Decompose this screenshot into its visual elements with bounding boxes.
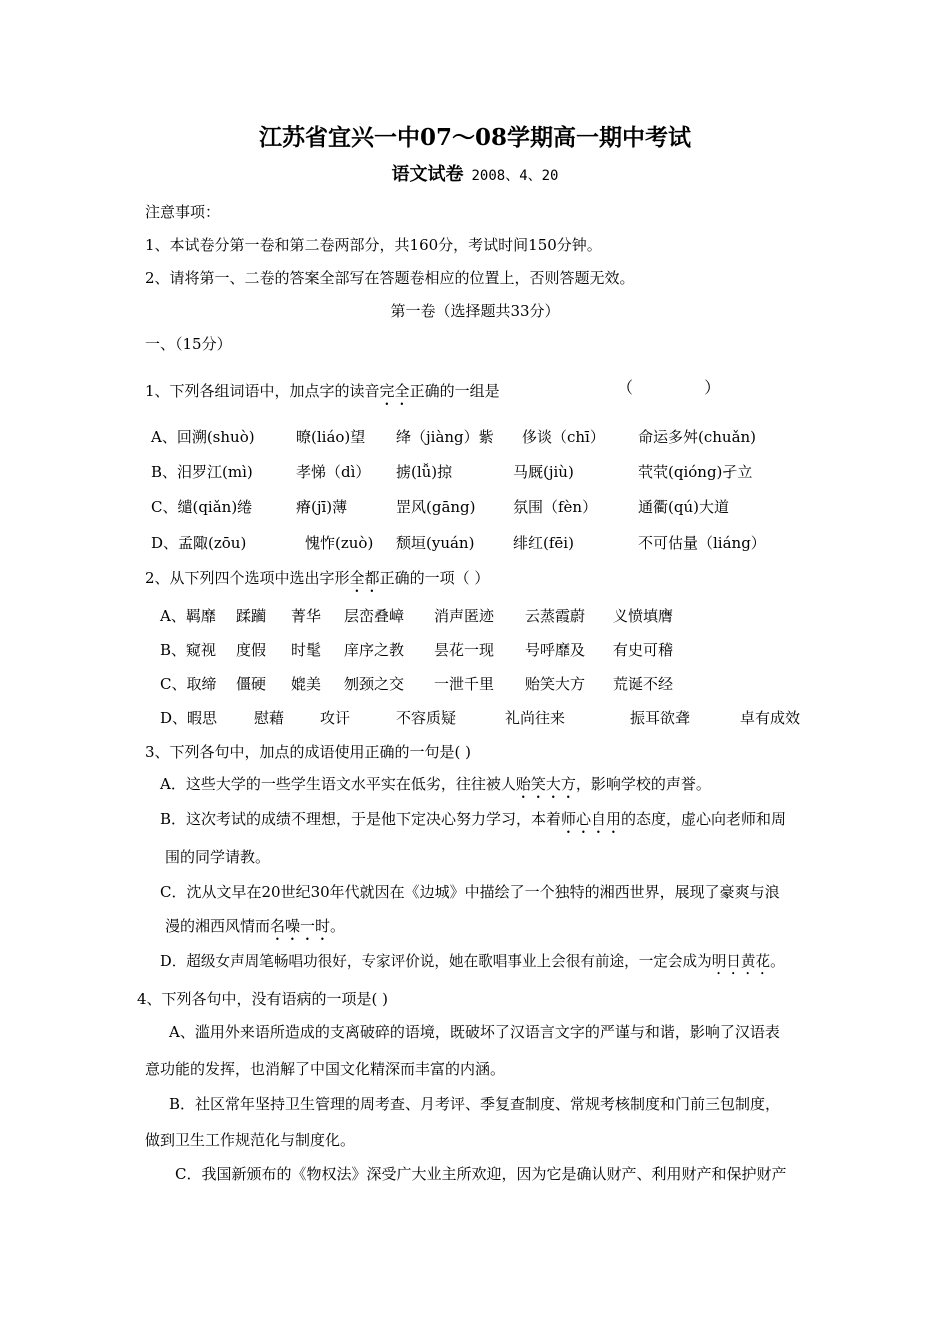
q2-d-4: 不容质疑 — [396, 709, 457, 727]
note-2: 2、请将第一、二卷的答案全部写在答题卷相应的位置上，否则答题无效。 — [145, 269, 635, 287]
q1-a-4: 侈谈（chī） — [522, 428, 605, 446]
q1-d-4: 绯红(fēi) — [513, 534, 574, 552]
q2-d-6: 振耳欲聋 — [630, 709, 691, 727]
q3-option-b — [160, 809, 786, 837]
q2-a-1: A、羁靡 — [160, 607, 216, 625]
q3-d-pre: D．超级女声周笔畅唱功很好，专家评价说，她在歌唱事业上会很有前途，一定会成为 — [160, 953, 712, 970]
q3-a-post: ，影响学校的声誉。 — [575, 775, 711, 793]
q3-option-a — [160, 774, 711, 802]
q3-option-b-cont: 围的同学请教。 — [165, 848, 271, 866]
q1-answer-paren: （ ） — [617, 378, 721, 397]
q2-d-2: 慰藉 — [254, 709, 285, 727]
q2-stem-dotted: 全都 — [349, 569, 380, 587]
q1-a-2: 暸(liáo)望 — [296, 428, 366, 446]
part-heading: 一、（15分） — [145, 335, 232, 353]
q3-c-post: 。 — [330, 917, 346, 935]
section-heading: 第一卷（选择题共33分） — [390, 302, 560, 320]
q2-b-3: 时髦 — [291, 641, 322, 659]
q2-stem — [145, 568, 489, 596]
q3-b-dotted: 师心自用 — [561, 810, 622, 828]
q4-option-b-cont: 做到卫生工作规范化与制度化。 — [145, 1131, 356, 1149]
q1-c-4: 氛围（fèn） — [513, 498, 598, 516]
q2-b-7: 有史可稽 — [613, 641, 674, 659]
q3-option-c-cont — [165, 916, 345, 944]
q2-b-5: 昙花一现 — [434, 641, 495, 659]
notes-heading: 注意事项： — [145, 203, 221, 221]
q2-b-1: B、窥视 — [160, 641, 217, 659]
exam-title: 江苏省宜兴一中07～08学期高一期中考试 — [258, 124, 691, 151]
q1-b-4: 马厩(jiù) — [513, 463, 574, 481]
q1-c-2: 瘠(jī)薄 — [296, 498, 348, 516]
q2-c-2: 僵硬 — [236, 675, 267, 693]
q3-option-d — [160, 952, 785, 978]
q2-stem-post: 正确的一项（ ） — [379, 569, 490, 587]
q1-d-5: 不可估量（liáng） — [638, 534, 766, 552]
q2-d-5: 礼尚往来 — [505, 709, 566, 727]
q1-b-2: 孝悌（dì） — [296, 463, 371, 481]
q2-a-3: 菁华 — [291, 607, 322, 625]
q2-a-2: 蹂躏 — [236, 607, 267, 625]
q1-c-5: 通衢(qú)大道 — [638, 498, 729, 516]
subject-name: 语文试卷 — [391, 164, 464, 185]
q2-c-5: 一泄千里 — [434, 675, 495, 693]
q1-stem-dotted: 完全 — [379, 382, 410, 400]
q1-c-1: C、缱(qiǎn)绻 — [151, 498, 253, 516]
q1-b-1: B、汨罗江(mì) — [151, 463, 253, 481]
q1-c-3: 罡风(gāng) — [396, 498, 476, 516]
q2-c-4: 刎颈之交 — [344, 675, 405, 693]
exam-date: 2008、4、20 — [471, 168, 559, 184]
q1-stem-post: 正确的一组是 — [409, 382, 500, 400]
note-1: 1、本试卷分第一卷和第二卷两部分，共160分，考试时间150分钟。 — [145, 236, 602, 254]
q2-c-3: 媲美 — [291, 675, 322, 693]
q3-stem: 3、下列各句中，加点的成语使用正确的一句是( ) — [145, 743, 472, 761]
q4-option-a-cont: 意功能的发挥，也消解了中国文化精深而丰富的内涵。 — [145, 1060, 506, 1078]
q2-b-4: 庠序之教 — [344, 641, 405, 659]
q3-c-pre: 漫的湘西风情而 — [165, 917, 271, 935]
q3-a-pre: A．这些大学的一些学生语文水平实在低劣，往往被人 — [160, 775, 516, 793]
q2-a-6: 云蒸霞蔚 — [525, 607, 586, 625]
q4-option-a: A、滥用外来语所造成的支离破碎的语境，既破坏了汉语言文字的严谨与和谐，影响了汉语表 — [169, 1023, 780, 1041]
q1-stem — [145, 381, 500, 409]
q2-a-5: 消声匿迹 — [434, 607, 495, 625]
q3-option-c: C．沈从文早在20世纪30年代就因在《边城》中描绘了一个独特的湘西世界，展现了豪爽与浪 — [160, 883, 780, 901]
q1-d-1: D、孟陬(zōu) — [151, 534, 247, 552]
q1-a-3: 绛（jiàng）紫 — [396, 428, 494, 446]
q3-a-dotted: 贻笑大方 — [515, 775, 576, 793]
q2-d-7: 卓有成效 — [740, 709, 801, 727]
q3-c-dotted: 名噪一时 — [270, 917, 331, 935]
q2-d-1: D、暇思 — [160, 709, 218, 727]
q2-a-7: 义愤填膺 — [613, 607, 674, 625]
q3-b-pre: B．这次考试的成绩不理想，于是他下定决心努力学习，本着 — [160, 810, 562, 828]
q2-d-3: 攻讦 — [320, 709, 351, 727]
q1-b-3: 掳(lǚ)掠 — [396, 463, 453, 481]
q2-c-6: 贻笑大方 — [525, 675, 586, 693]
q2-a-4: 层峦叠嶂 — [344, 607, 405, 625]
q1-b-5: 茕茕(qióng)孑立 — [638, 463, 753, 481]
q2-stem-pre: 2、从下列四个选项中选出字形 — [145, 569, 350, 587]
q1-d-2: 愧怍(zuò) — [305, 534, 374, 552]
q1-stem-pre: 1、下列各组词语中，加点字的读音 — [145, 382, 380, 400]
q2-c-1: C、取缔 — [160, 675, 217, 693]
q3-d-dotted: 明日黄花 — [711, 953, 771, 970]
q1-a-5: 命运多舛(chuǎn) — [638, 428, 757, 446]
exam-subtitle — [0, 164, 950, 187]
q4-option-b: B．社区常年坚持卫生管理的周考查、月考评、季复查制度、常规考核制度和门前三包制度， — [169, 1095, 781, 1113]
q1-a-1: A、回溯(shuò) — [151, 428, 255, 446]
q3-d-post: 。 — [770, 953, 785, 970]
q2-b-2: 度假 — [236, 641, 267, 659]
q1-d-3: 颓垣(yuán) — [396, 534, 475, 552]
q2-b-6: 号呼靡及 — [525, 641, 586, 659]
q2-c-7: 荒诞不经 — [613, 675, 674, 693]
q4-option-c: C．我国新颁布的《物权法》深受广大业主所欢迎，因为它是确认财产、利用财产和保护财产 — [175, 1165, 787, 1183]
q4-stem: 4、下列各句中，没有语病的一项是( ) — [137, 990, 389, 1008]
q3-b-post: 的态度，虚心向老师和周 — [621, 810, 787, 828]
